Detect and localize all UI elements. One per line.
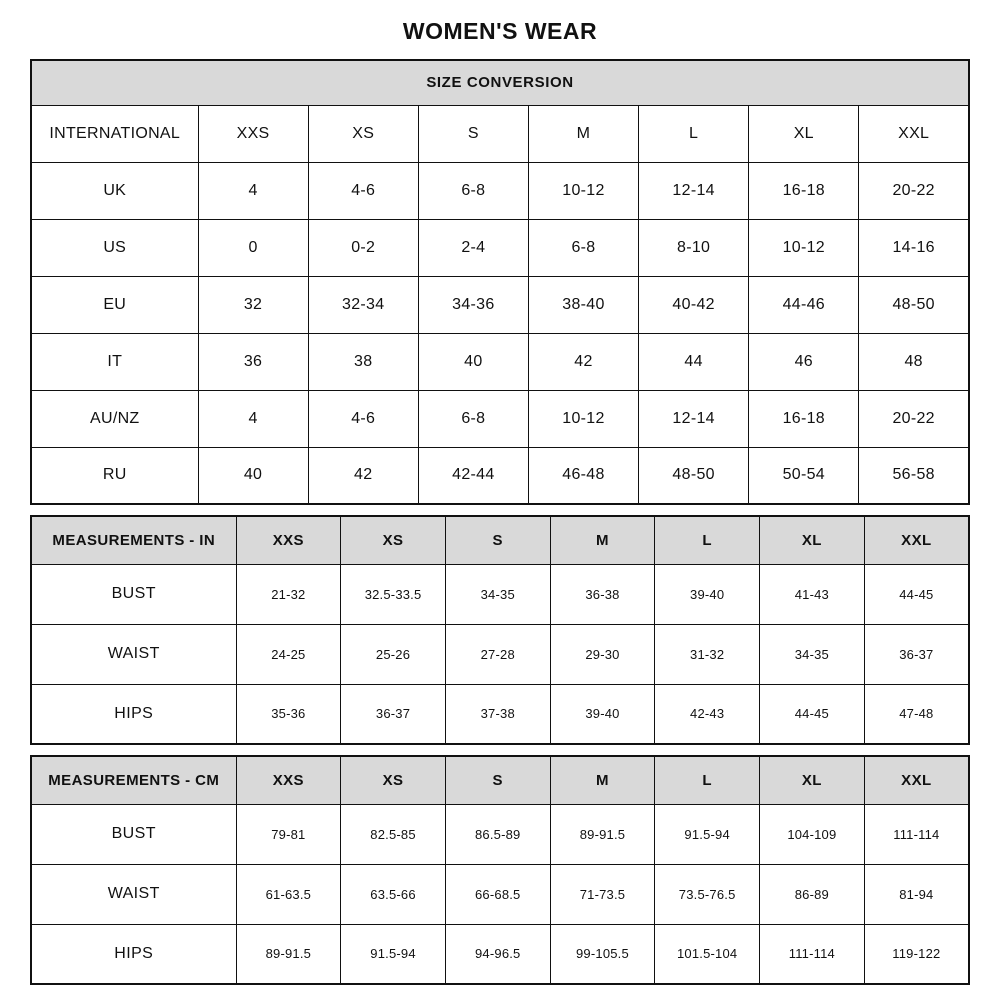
- value-cell: 104-109: [760, 804, 865, 864]
- table-row: [31, 105, 969, 162]
- size-conversion-title: SIZE CONVERSION: [31, 60, 969, 105]
- value-cell: 0-2: [308, 219, 418, 276]
- value-cell: 34-36: [418, 276, 528, 333]
- value-cell: 89-91.5: [550, 804, 655, 864]
- value-cell: 46: [749, 333, 859, 390]
- value-cell: 31-32: [655, 624, 760, 684]
- value-cell: 48-50: [639, 447, 749, 504]
- measurements-cm-title: MEASUREMENTS - CM: [31, 756, 236, 804]
- value-cell: 14-16: [859, 219, 969, 276]
- table-row: [31, 447, 969, 504]
- row-label: UK: [31, 162, 198, 219]
- size-header: XS: [341, 516, 446, 564]
- value-cell: 40-42: [639, 276, 749, 333]
- value-cell: 34-35: [760, 624, 865, 684]
- table-row: [31, 864, 969, 924]
- value-cell: 119-122: [864, 924, 969, 984]
- value-cell: 63.5-66: [341, 864, 446, 924]
- value-cell: 41-43: [760, 564, 865, 624]
- value-cell: 44-45: [760, 684, 865, 744]
- value-cell: 27-28: [445, 624, 550, 684]
- value-cell: 10-12: [528, 162, 638, 219]
- size-header: XXS: [236, 756, 341, 804]
- value-cell: 32-34: [308, 276, 418, 333]
- size-header: L: [655, 756, 760, 804]
- value-cell: 36: [198, 333, 308, 390]
- value-cell: 99-105.5: [550, 924, 655, 984]
- table-row: [31, 624, 969, 684]
- value-cell: 44-45: [864, 564, 969, 624]
- value-cell: 40: [198, 447, 308, 504]
- value-cell: 12-14: [639, 390, 749, 447]
- row-label: EU: [31, 276, 198, 333]
- row-label: WAIST: [31, 864, 236, 924]
- value-cell: 6-8: [528, 219, 638, 276]
- value-cell: 20-22: [859, 162, 969, 219]
- size-header: XXL: [864, 516, 969, 564]
- row-label: WAIST: [31, 624, 236, 684]
- size-header: M: [528, 105, 638, 162]
- size-conversion-table: [30, 59, 970, 505]
- size-header: XS: [308, 105, 418, 162]
- value-cell: 32: [198, 276, 308, 333]
- value-cell: 34-35: [445, 564, 550, 624]
- size-header: M: [550, 756, 655, 804]
- table-row: [31, 684, 969, 744]
- value-cell: 111-114: [760, 924, 865, 984]
- value-cell: 42-44: [418, 447, 528, 504]
- value-cell: 111-114: [864, 804, 969, 864]
- table-row: [31, 924, 969, 984]
- value-cell: 101.5-104: [655, 924, 760, 984]
- value-cell: 44-46: [749, 276, 859, 333]
- value-cell: 0: [198, 219, 308, 276]
- row-label: BUST: [31, 564, 236, 624]
- value-cell: 42-43: [655, 684, 760, 744]
- row-label: IT: [31, 333, 198, 390]
- value-cell: 35-36: [236, 684, 341, 744]
- table-row: [31, 276, 969, 333]
- size-header: L: [655, 516, 760, 564]
- value-cell: 86-89: [760, 864, 865, 924]
- value-cell: 32.5-33.5: [341, 564, 446, 624]
- value-cell: 48-50: [859, 276, 969, 333]
- value-cell: 79-81: [236, 804, 341, 864]
- row-label: US: [31, 219, 198, 276]
- size-header: XXL: [859, 105, 969, 162]
- size-header: S: [418, 105, 528, 162]
- table-row: [31, 60, 969, 105]
- measurements-in-title: MEASUREMENTS - IN: [31, 516, 236, 564]
- value-cell: 16-18: [749, 390, 859, 447]
- value-cell: 36-37: [864, 624, 969, 684]
- value-cell: 24-25: [236, 624, 341, 684]
- value-cell: 86.5-89: [445, 804, 550, 864]
- value-cell: 36-38: [550, 564, 655, 624]
- table-row: [31, 219, 969, 276]
- value-cell: 38: [308, 333, 418, 390]
- table-row: [31, 804, 969, 864]
- page-title: WOMEN'S WEAR: [402, 18, 598, 44]
- value-cell: 25-26: [341, 624, 446, 684]
- row-label: BUST: [31, 804, 236, 864]
- value-cell: 10-12: [749, 219, 859, 276]
- table-row: [31, 516, 969, 564]
- row-label: RU: [31, 447, 198, 504]
- value-cell: 6-8: [418, 390, 528, 447]
- value-cell: 81-94: [864, 864, 969, 924]
- value-cell: 36-37: [341, 684, 446, 744]
- value-cell: 10-12: [528, 390, 638, 447]
- size-header: XL: [760, 516, 865, 564]
- size-header: XXS: [236, 516, 341, 564]
- measurements-in-table: [30, 515, 970, 745]
- table-row: [31, 564, 969, 624]
- size-header: S: [445, 756, 550, 804]
- size-header: XS: [341, 756, 446, 804]
- value-cell: 94-96.5: [445, 924, 550, 984]
- table-row: [31, 162, 969, 219]
- value-cell: 20-22: [859, 390, 969, 447]
- value-cell: 50-54: [749, 447, 859, 504]
- value-cell: 39-40: [655, 564, 760, 624]
- value-cell: 8-10: [639, 219, 749, 276]
- value-cell: 89-91.5: [236, 924, 341, 984]
- size-header: XXS: [198, 105, 308, 162]
- value-cell: 38-40: [528, 276, 638, 333]
- table-row: [31, 390, 969, 447]
- value-cell: 66-68.5: [445, 864, 550, 924]
- table-row: [31, 333, 969, 390]
- value-cell: 91.5-94: [341, 924, 446, 984]
- value-cell: 56-58: [859, 447, 969, 504]
- size-header: M: [550, 516, 655, 564]
- value-cell: 21-32: [236, 564, 341, 624]
- value-cell: 82.5-85: [341, 804, 446, 864]
- value-cell: 47-48: [864, 684, 969, 744]
- row-label: INTERNATIONAL: [31, 105, 198, 162]
- value-cell: 42: [528, 333, 638, 390]
- row-label: HIPS: [31, 684, 236, 744]
- value-cell: 40: [418, 333, 528, 390]
- value-cell: 2-4: [418, 219, 528, 276]
- value-cell: 39-40: [550, 684, 655, 744]
- value-cell: 48: [859, 333, 969, 390]
- value-cell: 37-38: [445, 684, 550, 744]
- value-cell: 4: [198, 390, 308, 447]
- size-header: XL: [749, 105, 859, 162]
- table-row: [31, 756, 969, 804]
- value-cell: 16-18: [749, 162, 859, 219]
- size-header: XXL: [864, 756, 969, 804]
- value-cell: 44: [639, 333, 749, 390]
- value-cell: 42: [308, 447, 418, 504]
- size-header: XL: [760, 756, 865, 804]
- value-cell: 29-30: [550, 624, 655, 684]
- size-header: S: [445, 516, 550, 564]
- value-cell: 61-63.5: [236, 864, 341, 924]
- value-cell: 4-6: [308, 162, 418, 219]
- value-cell: 6-8: [418, 162, 528, 219]
- measurements-cm-table: [30, 755, 970, 985]
- value-cell: 71-73.5: [550, 864, 655, 924]
- value-cell: 4-6: [308, 390, 418, 447]
- value-cell: 12-14: [639, 162, 749, 219]
- row-label: AU/NZ: [31, 390, 198, 447]
- row-label: HIPS: [31, 924, 236, 984]
- value-cell: 91.5-94: [655, 804, 760, 864]
- value-cell: 73.5-76.5: [655, 864, 760, 924]
- value-cell: 4: [198, 162, 308, 219]
- value-cell: 46-48: [528, 447, 638, 504]
- size-header: L: [639, 105, 749, 162]
